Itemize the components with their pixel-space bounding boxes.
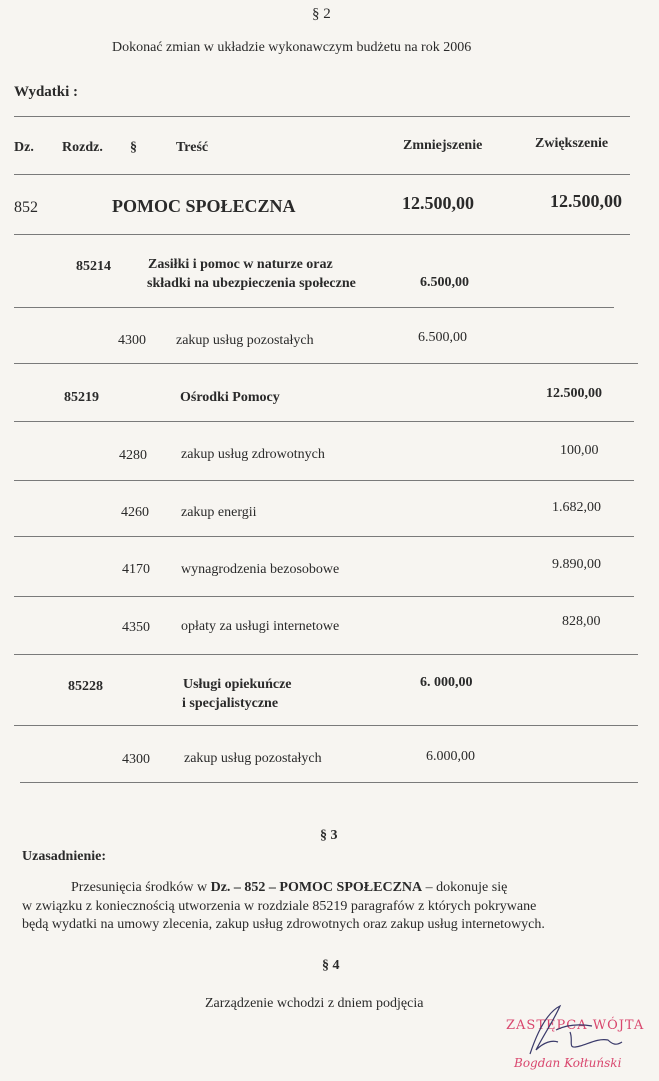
item-name: wynagrodzenia bezosobowe	[181, 562, 340, 577]
chapter-name-line2: i specjalistyczne	[182, 696, 279, 711]
column-header-paragraph: §	[130, 140, 137, 155]
divider	[14, 536, 634, 537]
paragraph-code: 4280	[119, 448, 147, 463]
stamp-name: Bogdan Kołtuński	[514, 1056, 622, 1070]
column-header-dz: Dz.	[14, 140, 34, 155]
chapter-name: Ośrodki Pomocy	[180, 390, 280, 405]
divider	[14, 307, 614, 308]
justification-line-2: w związku z koniecznością utworzenia w rozdziale 85219 paragrafów z których pokrywane	[22, 899, 537, 914]
divider	[14, 725, 638, 726]
paragraph-code: 4300	[122, 752, 150, 767]
closing-statement: Zarządzenie wchodzi z dniem podjęcia	[205, 996, 424, 1011]
chapter-name-line1: Usługi opiekuńcze	[183, 677, 292, 692]
item-decrease: 6.500,00	[418, 330, 467, 345]
section-4-heading: § 4	[322, 958, 340, 973]
divider	[14, 654, 638, 655]
chapter-code: 85219	[64, 390, 99, 405]
chapter-decrease: 6.500,00	[420, 275, 469, 290]
document-subtitle: Dokonać zmian w układzie wykonawczym budżetu na rok 2006	[112, 40, 472, 55]
paragraph-code: 4300	[118, 333, 146, 348]
section-3-heading: § 3	[320, 828, 338, 843]
item-decrease: 6.000,00	[426, 749, 475, 764]
item-increase: 9.890,00	[552, 557, 601, 572]
section-2-heading: § 2	[312, 6, 331, 22]
divider	[14, 174, 630, 175]
divider	[14, 116, 630, 117]
chapter-code: 85214	[76, 259, 111, 274]
chapter-name-line1: Zasiłki i pomoc w naturze oraz	[148, 257, 333, 272]
item-increase: 1.682,00	[552, 500, 601, 515]
divider	[14, 363, 638, 364]
column-header-decrease: Zmniejszenie	[403, 138, 483, 153]
division-name: POMOC SPOŁECZNA	[112, 196, 296, 216]
stamp-title: ZASTĘPCA WÓJTA	[506, 1018, 645, 1033]
paragraph-code: 4170	[122, 562, 150, 577]
divider	[14, 596, 634, 597]
justification-label: Uzasadnienie:	[22, 849, 106, 864]
chapter-name-line2: składki na ubezpieczenia społeczne	[147, 276, 356, 291]
expenses-label: Wydatki :	[14, 84, 79, 100]
item-increase: 100,00	[560, 443, 599, 458]
division-code: 852	[14, 199, 38, 216]
item-name: zakup usług pozostałych	[184, 751, 322, 766]
item-increase: 828,00	[562, 614, 601, 629]
item-name: zakup usług zdrowotnych	[181, 447, 325, 462]
justification-line-3: będą wydatki na umowy zlecenia, zakup usług zdrowotnych oraz zakup usług internetowych.	[22, 917, 545, 932]
paragraph-code: 4350	[122, 620, 150, 635]
divider	[20, 782, 638, 783]
item-name: opłaty za usługi internetowe	[181, 619, 340, 634]
item-name: zakup usług pozostałych	[176, 333, 314, 348]
chapter-code: 85228	[68, 679, 103, 694]
divider	[14, 234, 630, 235]
column-header-increase: Zwiększenie	[535, 136, 609, 151]
divider	[14, 421, 634, 422]
justification-line-1: Przesunięcia środków w Dz. – 852 – POMOC SPOŁECZNA – dokonuje się	[71, 880, 508, 895]
divider	[14, 480, 634, 481]
paragraph-code: 4260	[121, 505, 149, 520]
chapter-decrease: 6. 000,00	[420, 675, 473, 690]
column-header-rozdz: Rozdz.	[62, 140, 103, 155]
chapter-increase: 12.500,00	[546, 386, 602, 401]
column-header-tresc: Treść	[176, 140, 209, 155]
item-name: zakup energii	[181, 505, 257, 520]
signature-image	[508, 1002, 638, 1062]
division-increase: 12.500,00	[550, 191, 622, 211]
division-decrease: 12.500,00	[402, 193, 474, 213]
